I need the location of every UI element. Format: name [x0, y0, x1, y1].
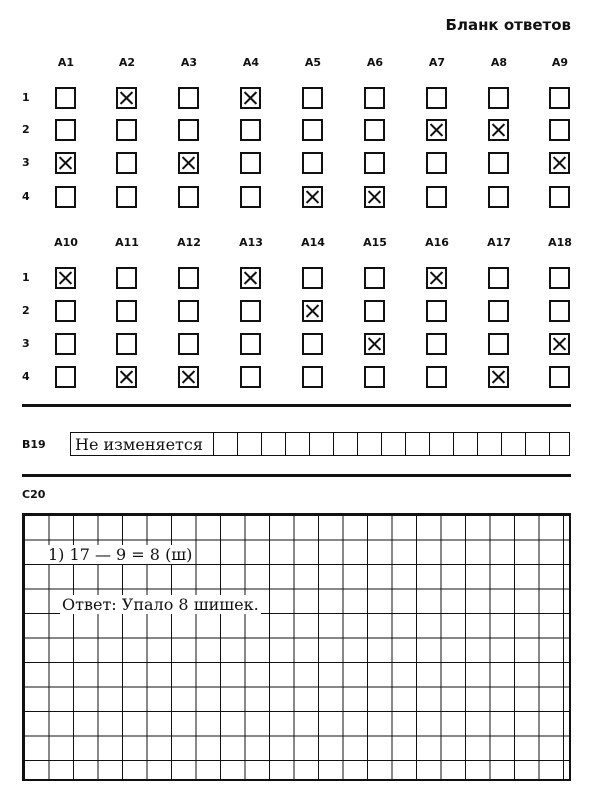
column-header-a1: A1: [57, 56, 75, 69]
answer-checkbox-a11-2[interactable]: [116, 300, 137, 322]
answer-checkbox-a17-1[interactable]: [488, 267, 509, 289]
b19-cell-divider: [381, 433, 382, 455]
column-header-a18: A18: [548, 236, 572, 249]
answer-checkbox-a11-3[interactable]: [116, 333, 137, 355]
answer-checkbox-a9-2[interactable]: [549, 119, 570, 141]
c20-solution-line: 1) 17 — 9 = 8 (ш): [48, 545, 193, 564]
column-header-a13: A13: [239, 236, 263, 249]
b19-cell-divider: [525, 433, 526, 455]
answer-checkbox-a15-4[interactable]: [364, 366, 385, 388]
check-cross-icon: [551, 154, 568, 172]
answer-checkbox-a13-3[interactable]: [240, 333, 261, 355]
row-label: 1: [22, 91, 30, 104]
column-header-a16: A16: [425, 236, 449, 249]
column-header-a7: A7: [428, 56, 446, 69]
answer-checkbox-a11-1[interactable]: [116, 267, 137, 289]
answer-checkbox-a17-3[interactable]: [488, 333, 509, 355]
b19-cell-divider: [333, 433, 334, 455]
column-header-a8: A8: [490, 56, 508, 69]
answer-checkbox-a15-3-checked[interactable]: [364, 333, 385, 355]
answer-checkbox-a2-1-checked[interactable]: [116, 87, 137, 109]
divider: [22, 474, 571, 477]
answer-checkbox-a14-1[interactable]: [302, 267, 323, 289]
answer-checkbox-a17-2[interactable]: [488, 300, 509, 322]
answer-checkbox-a17-4-checked[interactable]: [488, 366, 509, 388]
row-label: 2: [22, 304, 30, 317]
b19-cell-divider: [405, 433, 406, 455]
answer-checkbox-a3-2[interactable]: [178, 119, 199, 141]
answer-checkbox-a15-2[interactable]: [364, 300, 385, 322]
answer-checkbox-a14-3[interactable]: [302, 333, 323, 355]
row-label: 3: [22, 337, 30, 350]
answer-checkbox-a13-4[interactable]: [240, 366, 261, 388]
check-cross-icon: [428, 121, 445, 139]
answer-checkbox-a7-4[interactable]: [426, 186, 447, 208]
b19-answer-text: Не изменяется: [75, 435, 203, 454]
check-cross-icon: [242, 89, 259, 107]
answer-checkbox-a1-4[interactable]: [55, 186, 76, 208]
row-label: 1: [22, 271, 30, 284]
column-header-a17: A17: [487, 236, 511, 249]
check-cross-icon: [57, 154, 74, 172]
answer-checkbox-a9-1[interactable]: [549, 87, 570, 109]
answer-checkbox-a5-4-checked[interactable]: [302, 186, 323, 208]
answer-checkbox-a6-1[interactable]: [364, 87, 385, 109]
answer-checkbox-a9-4[interactable]: [549, 186, 570, 208]
answer-checkbox-a4-2[interactable]: [240, 119, 261, 141]
answer-checkbox-a5-3[interactable]: [302, 152, 323, 174]
b19-answer-field[interactable]: [70, 432, 570, 456]
b19-cell-divider: [453, 433, 454, 455]
answer-checkbox-a10-2[interactable]: [55, 300, 76, 322]
column-header-a15: A15: [363, 236, 387, 249]
check-cross-icon: [490, 121, 507, 139]
row-label: 4: [22, 370, 30, 383]
b19-cell-divider: [501, 433, 502, 455]
row-label: 2: [22, 123, 30, 136]
check-cross-icon: [118, 89, 135, 107]
b19-label: B19: [22, 438, 46, 451]
answer-checkbox-a1-1[interactable]: [55, 87, 76, 109]
column-header-a2: A2: [118, 56, 136, 69]
answer-checkbox-a18-1[interactable]: [549, 267, 570, 289]
answer-checkbox-a7-2-checked[interactable]: [426, 119, 447, 141]
answer-checkbox-a12-2[interactable]: [178, 300, 199, 322]
column-header-a14: A14: [301, 236, 325, 249]
answer-checkbox-a7-1[interactable]: [426, 87, 447, 109]
answer-checkbox-a6-4-checked[interactable]: [364, 186, 385, 208]
column-header-a9: A9: [551, 56, 569, 69]
column-header-a4: A4: [242, 56, 260, 69]
row-label: 3: [22, 156, 30, 169]
check-cross-icon: [304, 302, 321, 320]
column-header-a10: A10: [54, 236, 78, 249]
check-cross-icon: [57, 269, 74, 287]
answer-checkbox-a12-3[interactable]: [178, 333, 199, 355]
divider: [22, 404, 571, 407]
answer-checkbox-a4-3[interactable]: [240, 152, 261, 174]
answer-checkbox-a8-2-checked[interactable]: [488, 119, 509, 141]
row-label: 4: [22, 190, 30, 203]
answer-checkbox-a8-4[interactable]: [488, 186, 509, 208]
answer-checkbox-a1-2[interactable]: [55, 119, 76, 141]
answer-checkbox-a12-1[interactable]: [178, 267, 199, 289]
page-title: Бланк ответов: [445, 16, 571, 34]
b19-cell-divider: [213, 433, 214, 455]
check-cross-icon: [428, 269, 445, 287]
column-header-a6: A6: [366, 56, 384, 69]
answer-checkbox-a18-4[interactable]: [549, 366, 570, 388]
answer-checkbox-a18-2[interactable]: [549, 300, 570, 322]
check-cross-icon: [490, 368, 507, 386]
answer-checkbox-a15-1[interactable]: [364, 267, 385, 289]
answer-checkbox-a2-3[interactable]: [116, 152, 137, 174]
c20-answer-line: Ответ: Упало 8 шишек.: [62, 595, 259, 614]
answer-checkbox-a3-1[interactable]: [178, 87, 199, 109]
answer-checkbox-a16-3[interactable]: [426, 333, 447, 355]
answer-checkbox-a4-1-checked[interactable]: [240, 87, 261, 109]
check-cross-icon: [118, 368, 135, 386]
answer-checkbox-a5-2[interactable]: [302, 119, 323, 141]
answer-checkbox-a7-3[interactable]: [426, 152, 447, 174]
answer-checkbox-a10-1-checked[interactable]: [55, 267, 76, 289]
column-header-a5: A5: [304, 56, 322, 69]
b19-cell-divider: [357, 433, 358, 455]
answer-checkbox-a11-4-checked[interactable]: [116, 366, 137, 388]
answer-checkbox-a2-4[interactable]: [116, 186, 137, 208]
answer-checkbox-a10-3[interactable]: [55, 333, 76, 355]
answer-checkbox-a10-4[interactable]: [55, 366, 76, 388]
answer-checkbox-a3-4[interactable]: [178, 186, 199, 208]
answer-checkbox-a2-2[interactable]: [116, 119, 137, 141]
answer-checkbox-a3-3-checked[interactable]: [178, 152, 199, 174]
answer-checkbox-a1-3-checked[interactable]: [55, 152, 76, 174]
answer-checkbox-a8-3[interactable]: [488, 152, 509, 174]
answer-checkbox-a13-1-checked[interactable]: [240, 267, 261, 289]
answer-checkbox-a18-3-checked[interactable]: [549, 333, 570, 355]
answer-checkbox-a14-2-checked[interactable]: [302, 300, 323, 322]
answer-checkbox-a12-4-checked[interactable]: [178, 366, 199, 388]
answer-checkbox-a5-1[interactable]: [302, 87, 323, 109]
check-cross-icon: [242, 269, 259, 287]
answer-checkbox-a16-4[interactable]: [426, 366, 447, 388]
b19-cell-divider: [285, 433, 286, 455]
column-header-a3: A3: [180, 56, 198, 69]
answer-checkbox-a16-2[interactable]: [426, 300, 447, 322]
answer-checkbox-a6-2[interactable]: [364, 119, 385, 141]
check-cross-icon: [180, 154, 197, 172]
answer-checkbox-a14-4[interactable]: [302, 366, 323, 388]
answer-checkbox-a9-3-checked[interactable]: [549, 152, 570, 174]
answer-checkbox-a6-3[interactable]: [364, 152, 385, 174]
answer-checkbox-a4-4[interactable]: [240, 186, 261, 208]
c20-answer-grid[interactable]: [22, 513, 571, 781]
c20-label: C20: [22, 488, 46, 501]
answer-checkbox-a16-1-checked[interactable]: [426, 267, 447, 289]
b19-cell-divider: [261, 433, 262, 455]
b19-cell-divider: [549, 433, 550, 455]
check-cross-icon: [304, 188, 321, 206]
b19-cell-divider: [429, 433, 430, 455]
b19-cell-divider: [477, 433, 478, 455]
check-cross-icon: [366, 188, 383, 206]
column-header-a12: A12: [177, 236, 201, 249]
column-header-a11: A11: [115, 236, 139, 249]
answer-checkbox-a8-1[interactable]: [488, 87, 509, 109]
answer-checkbox-a13-2[interactable]: [240, 300, 261, 322]
b19-cell-divider: [237, 433, 238, 455]
b19-cell-divider: [309, 433, 310, 455]
check-cross-icon: [366, 335, 383, 353]
check-cross-icon: [180, 368, 197, 386]
check-cross-icon: [551, 335, 568, 353]
